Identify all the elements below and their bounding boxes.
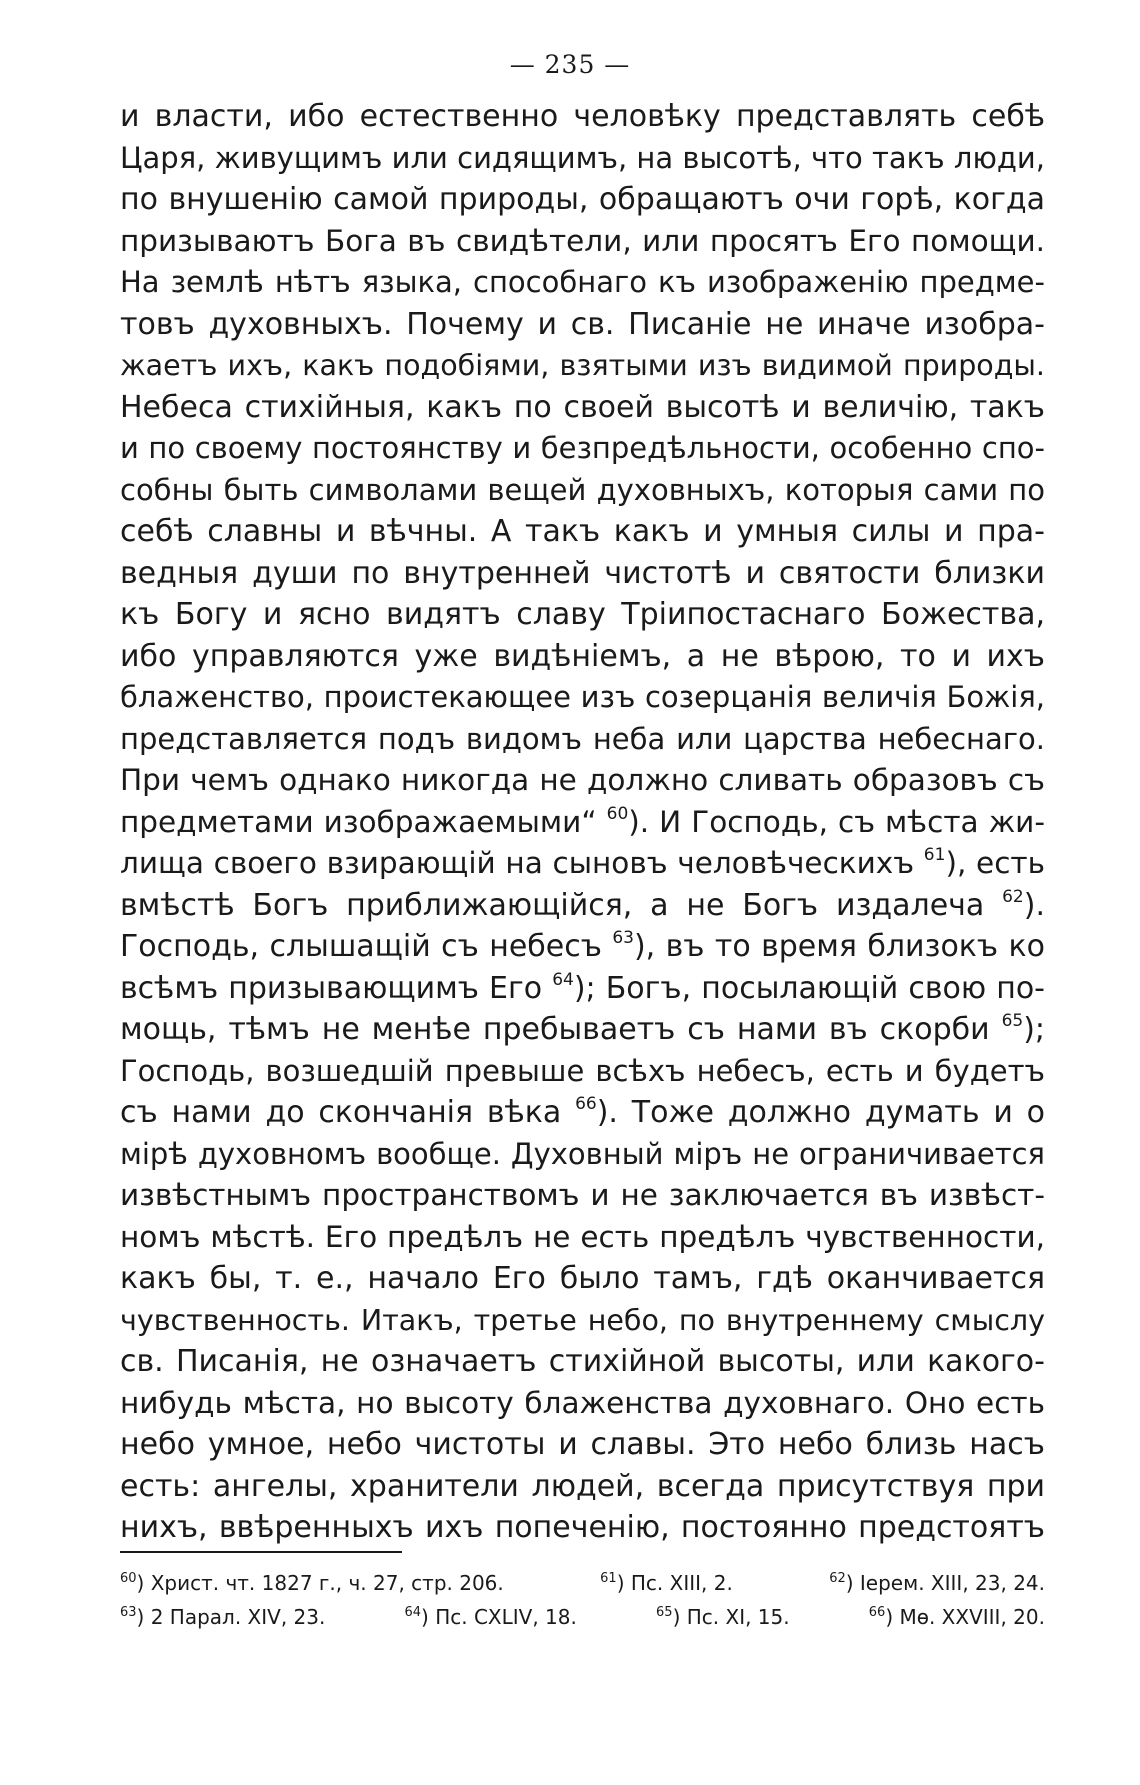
text-line: Царя, живущимъ или сидящимъ, на высотѣ, что такъ люди, xyxy=(120,140,1045,175)
text-line: мірѣ духовномъ вообще. Духовный міръ не ограничивается xyxy=(120,1136,1045,1171)
text-line: жаетъ ихъ, какъ подобіями, взятыми изъ видимой природы. xyxy=(120,349,1045,382)
text-line: съ нами до скончанія вѣка $^{66}$). Тоже должно думать и о xyxy=(120,1094,1045,1130)
text-line: св. Писанія, не означаетъ стихійной высоты, или какого- xyxy=(120,1344,1045,1379)
text-line: ведныя души по внутренней чистотѣ и святости близки xyxy=(120,555,1045,591)
text-line: и власти, ибо естественно человѣку представлять себѣ xyxy=(120,99,1045,134)
text-line: Господь, слышащій съ небесъ $^{63}$), въ то время близокъ ко xyxy=(120,928,1045,964)
text-line: лища своего взирающій на сыновъ человѣческихъ $^{61}$), есть xyxy=(120,845,1045,880)
footnote-ref[interactable]: 62 xyxy=(1002,886,1024,907)
text-line: Господь, возшедшій превыше всѣхъ небесъ, есть и будетъ xyxy=(120,1053,1045,1088)
page-number: — 235 — xyxy=(509,50,631,79)
text-line: При чемъ однако никогда не должно сливать образовъ съ xyxy=(120,763,1045,797)
footnote-62: $^{62}$) Іерем. XIII, 23, 24. xyxy=(829,1571,1045,1595)
text-line: ибо управляются уже видѣніемъ, а не вѣрою, то и ихъ xyxy=(120,638,1045,674)
text-line: собны быть символами вещей духовныхъ, которыя сами по xyxy=(120,472,1045,507)
footnote-line xyxy=(120,1566,1045,1600)
text-line: нибудь мѣста, но высоту блаженства духовнаго. Оно есть xyxy=(120,1385,1045,1420)
footnote-64: $^{64}$) Пс. CXLIV, 18. xyxy=(404,1605,577,1629)
text-line: мощь, тѣмъ не менѣе пребываетъ съ нами въ скорби $^{65}$); xyxy=(120,1011,1045,1047)
text-line: всѣмъ призывающимъ Его $^{64}$); Богъ, посылающій свою по- xyxy=(120,969,1045,1006)
text-line: предметами изображаемыми“ $^{60}$). И Господь, съ мѣста жи- xyxy=(120,803,1045,839)
text-line: извѣстнымъ пространствомъ и не заключается въ извѣст- xyxy=(120,1178,1045,1212)
text-line: товъ духовныхъ. Почему и св. Писаніе не иначе изобра- xyxy=(120,306,1045,342)
footnote-ref[interactable]: 66 xyxy=(575,1094,597,1114)
footnote-61: $^{61}$) Пс. XIII, 2. xyxy=(600,1571,733,1595)
text-line: призываютъ Бога въ свидѣтели, или просятъ Его помощи. xyxy=(120,223,1045,258)
text-line: Небеса стихійныя, какъ по своей высотѣ и величію, такъ xyxy=(120,389,1045,425)
footnote-60: $^{60}$) Христ. чт. 1827 г., ч. 27, стр. 206. xyxy=(120,1571,504,1595)
text-line: вмѣстѣ Богъ приближающійся, а не Богъ издалеча $^{62}$). xyxy=(120,886,1045,923)
footnote-63: $^{63}$) 2 Парал. XIV, 23. xyxy=(120,1605,326,1629)
footnote-ref[interactable]: 61 xyxy=(923,845,946,865)
text-line: чувственность. Итакъ, третье небо, по внутреннему смыслу xyxy=(120,1303,1045,1337)
text-line: какъ бы, т. е., начало Его было тамъ, гдѣ оканчивается xyxy=(120,1261,1045,1296)
footnote-65: $^{65}$) Пс. XI, 15. xyxy=(656,1605,790,1629)
text-line: по внушенію самой природы, обращаютъ очи горѣ, когда xyxy=(120,182,1045,217)
footnote-ref[interactable]: 60 xyxy=(606,803,629,824)
text-line: себѣ славны и вѣчны. А такъ какъ и умныя силы и пра- xyxy=(120,514,1045,549)
text-line: и по своему постоянству и безпредѣльности, особенно спо- xyxy=(120,431,1045,465)
text-line: номъ мѣстѣ. Его предѣлъ не есть предѣлъ чувственности, xyxy=(120,1219,1045,1254)
footnotes xyxy=(120,1566,1045,1634)
text-line: нихъ, ввѣренныхъ ихъ попеченію, постоянно предстоятъ xyxy=(120,1510,1045,1545)
footnote-ref[interactable]: 63 xyxy=(612,928,634,948)
text-line: есть: ангелы, хранители людей, всегда присутствуя при xyxy=(120,1468,1045,1504)
text-line: небо умное, небо чистоты и славы. Это небо близь насъ xyxy=(120,1427,1045,1462)
text-line: къ Богу и ясно видятъ славу Тріипостаснаго Божества, xyxy=(120,597,1045,632)
footnote-66: $^{66}$) Мѳ. XXVIII, 20. xyxy=(868,1605,1045,1629)
footnote-line xyxy=(120,1600,1045,1634)
footnote-divider xyxy=(120,1551,402,1553)
footnote-ref[interactable]: 64 xyxy=(552,969,574,990)
footnote-ref[interactable]: 65 xyxy=(1001,1011,1024,1031)
text-line: На землѣ нѣтъ языка, способнаго къ изображенію предме- xyxy=(120,265,1045,299)
body-text xyxy=(120,96,1045,1549)
text-line: представляется подъ видомъ неба или царства небеснаго. xyxy=(120,721,1045,756)
text-line: блаженство, проистекающее изъ созерцанія величія Божія, xyxy=(120,680,1045,714)
